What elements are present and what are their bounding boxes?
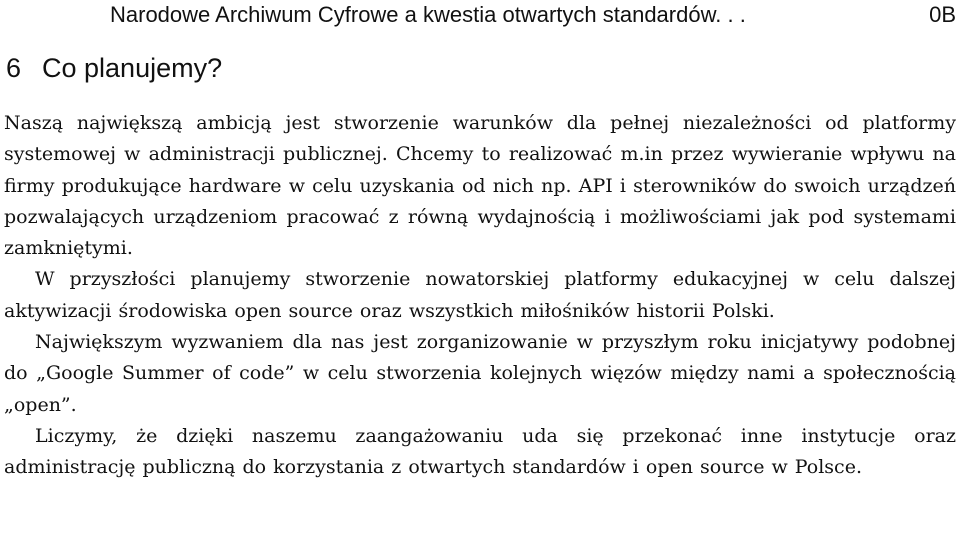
section-heading — [6, 52, 222, 84]
paragraph-conclusion: Liczymy, że dzięki naszemu zaangażowaniu uda się przekonać inne instytucje oraz administrację publiczną do korzystania z otwartych standardów i open source w Polsce. — [4, 424, 956, 479]
header-title: Narodowe Archiwum Cyfrowe a kwestia otwartych standardów. . . — [110, 2, 746, 27]
page-number: 0B — [929, 2, 956, 27]
section-number: 6 — [6, 53, 22, 83]
paragraph-challenge: Największym wyzwaniem dla nas jest zorganizowanie w przyszłym roku inicjatywy podobnej do „Google Summer of code” w celu stworzenia kolejnych więzów między nami a społecznością „open”. — [4, 331, 956, 416]
running-header — [110, 2, 956, 28]
paragraph-education-platform: W przyszłości planujemy stworzenie nowatorskiej platformy edukacyjnej w celu dalszej aktywizacji środowiska open source oraz wszystkich miłośników historii Polski. — [4, 268, 956, 322]
section-title: Co planujemy? — [42, 53, 223, 83]
paragraph-ambition: Naszą największą ambicją jest stworzenie warunków dla pełnej niezależności od platformy systemowej w administracji publicznej. Chcemy to realizować m.in przez wywieranie wpływu na firmy produkujące hardware w celu uzyskania od nich np. API i sterowników do swoich urządzeń pozwalających urządzeniom pracować z równą wydajnością i możliwościami jak pod systemami zamkniętymi. — [4, 112, 956, 260]
body-text — [4, 108, 956, 484]
